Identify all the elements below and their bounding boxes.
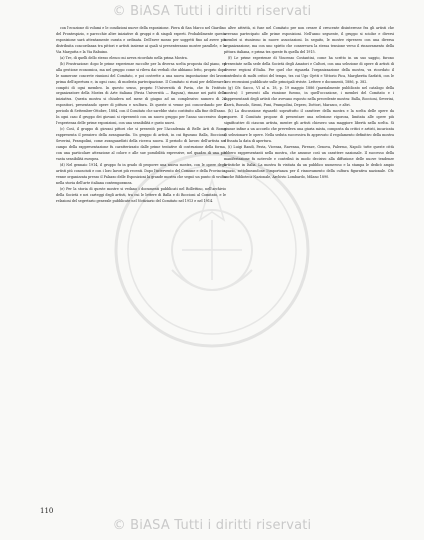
text-column-right bbox=[224, 26, 394, 181]
watermark-top: © BiASA Tutti i diritti riservati bbox=[112, 4, 312, 19]
footnote: (i) Luigi Randi, Pavia, Vicenza, Ravenna, Firenze, Genova, Palermo, Napoli: tutte queste città ebbero rappresentanti nella mostra, che assunse così un carattere nazionale. Il successo della manifestazione fu notevole e contribuì in modo decisivo alla diffusione delle nuove tendenze artistiche in Italia. La mostra fu visitata da un pubblico numeroso e la stampa le dedicò ampio spazio, sottolineandone l'importanza per il rinnovamento della cultura figurativa nazionale. Cfr. anche Biblioteca Nazionale, Archivio Lombardo, Milano 1890. bbox=[224, 145, 394, 179]
paragraph: altre attività, si fuse nel Comitato per non creare il crescente disinteresse fra gli artisti che avevano partecipato alle prime esposizioni. Nell'anno seguente, il gruppo si sciolse e diversi membri si riunirono in nuove associazioni. In seguito, le mostre ripresero con una diversa organizzazione, ma con uno spirito che conservava la stessa tensione verso il rinnovamento della pittura italiana, e prima tra queste fu quella del 1915. bbox=[224, 26, 394, 54]
paragraph: con l'ecuzione di volumi e le condizioni nuove della esposizione. Fiera di San Marco nel Giardino del Frontespizio, e parecchie altre iniziative di gruppi e di singoli esperti. Probabilmente questa esposizione sarà attentamente curata e ordinata. Dell'aver mosso per soggetti fino ad avere più distribuita concordanza tra pittori e artisti insieme ai quali si presenteranno mostre parallele, e la Via Margutta e la Via Babuino. bbox=[56, 26, 226, 54]
watermark-bottom: © BiASA Tutti i diritti riservati bbox=[112, 518, 312, 533]
footnote: (f) Le prime esperienze di Vincenzo Costantini, come ha scritto in un suo saggio, furono presentate nella sede della Società degli Amatori e Cultori, con una selezione di opere di artisti di diverse regioni d'Italia. Per quel che riguarda l'organizzazione della mostra, va ricordato il contributo di molti critici del tempo, tra cui Ugo Ojetti e Vittorio Pica, Margherita Sarfatti, con le loro recensioni pubblicate sulle principali riviste. Lettere e documenti, 1886, p. 382. bbox=[224, 55, 394, 84]
footnote: (d) Nel gennaio 1914, il gruppo fu in grado di proporre una nuova mostra, con le opere degli artisti più conosciuti e con i loro lavori più recenti. Dopo l'intervento del Comune e della Provincia, venne organizzata presso il Palazzo delle Esposizioni la grande mostra che segnò un punto di svolta nella storia dell'arte italiana contemporanea. bbox=[56, 162, 226, 185]
text-column-left bbox=[56, 26, 226, 205]
page-number: 110 bbox=[40, 507, 54, 515]
footnote: (c) Così, il gruppo di giovani pittori che si presentò per l'Accademia di Belle Arti di Roma rappresenta il pensiero della avanguardia. Un gruppo di artisti, in cui figurano Balla, Boccioni, Severini, Prampolini, come avanguardisti della ricerca nuova. Il periodo di lavoro dell'artista nel campo della rappresentazione fu caratterizzato dalle prime tentative di costruzione della forma, con una particolare attenzione al colore e alle sue possibilità espressive, nel quadro di una più vasta sensibilità europea. bbox=[56, 127, 226, 161]
footnote: (a) Tre, di quelli dello stesso elenco mi aveva ricordato nella prima Mostra. bbox=[60, 55, 188, 60]
footnote: (h) La discussione riguardò soprattutto il carattere della mostra e la scelta delle opere da esporre. Il Comitato propose di presentare una selezione rigorosa, limitata alle opere più significative di ciascun artista, mentre gli artisti chiesero una maggiore libertà nella scelta. Si giunse infine a un accordo che prevedeva una giuria mista, composta da critici e artisti, incaricata di selezionare le opere. Nella seduta successiva fu approvato il regolamento definitivo della mostra e fissata la data di apertura. bbox=[224, 109, 394, 144]
footnote: (g) Cfr. Sacco, VI al n. 18, p. 19 maggio 1886 (parzialmente pubblicato nel catalogo della mostra): I presenti alla riunione furono, in quell'occasione, i membri del Comitato e i rappresentanti degli artisti che avevano esposto nella precedente mostra: Balla, Boccioni, Severini, Carrà, Russolo, Sironi, Funi, Prampolini, Depero, Dottori, Marasco, e altri. bbox=[224, 85, 394, 108]
footnote: (e) Per la storia di queste mostre si vedano i documenti pubblicati nel Bollettino, nell'archivio della Società e nei carteggi degli artisti, tra cui le lettere di Balla e di Boccioni al Comitato, e le relazioni del segretario generale pubblicate nel Notiziario del Comitato nel 1913 e nel 1914. bbox=[56, 186, 226, 203]
footnote: (b) Frustrazione: dopo le prime esperienze raccolte per la diversa scelta proposta dal piano, ed alla gestione economica, ma nel gruppo come si rileva dai verbali che abbiamo letto, proprio dopo le numerose concrete riunioni del Comitato, e poi costrette a una nuova impostazione dei lavori prima dell'apertura e, in ogni caso, di modesta partecipazione. Il Comitato si riunì per deliberare i compiti di ogni membro. In questo senso, proprio l'Università di Pavia, che fu l'istituto organizzatore della Mostra di Arte italiana (Pavia Università — Ragusa), rimase nei patti della iniziativa. Questa mostra si chiudeva nel mese di giugno ad un complessivo numero di 24 espositori, presentando opere di pittura e scultura. Di queste si venne poi concordando per il periodo di Settembre-Ottobre, 1884, con il Comitato che sarebbe stato costituito alla fine dell'anno. In ogni caso il gruppo dei giovani si ripresentò con un nuovo gruppo per l'anno successivo dopo l'esperienza delle prime esposizioni, con una sensibilità e gusto nuovi. bbox=[56, 61, 226, 126]
